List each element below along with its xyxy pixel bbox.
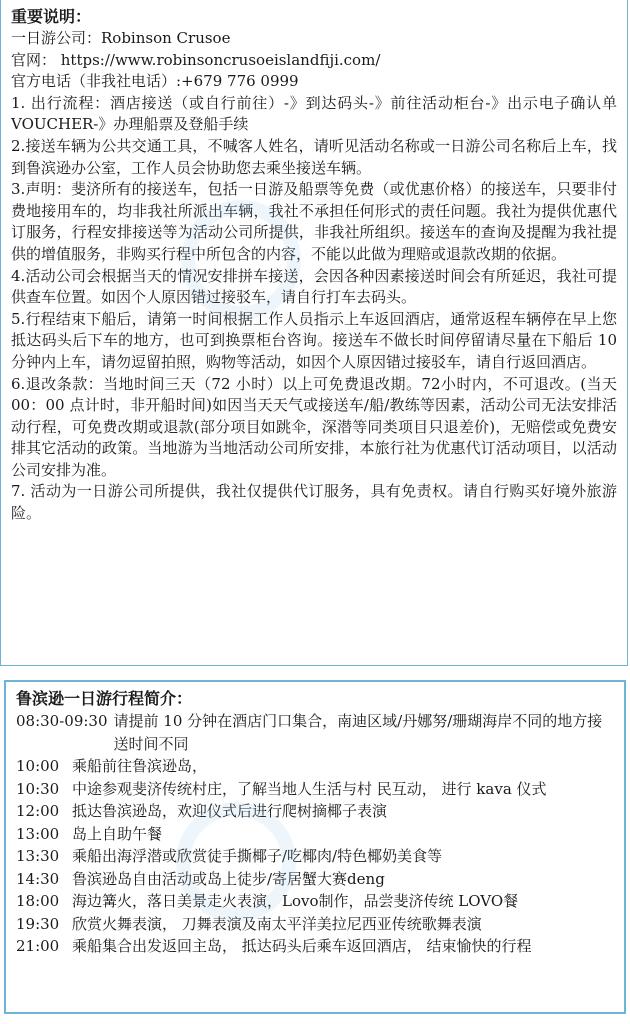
schedule-desc: 请提前 10 分钟在酒店门口集合，南迪区域/丹娜努/珊瑚海岸不同的地方接送时间不同 [113, 712, 603, 753]
schedule-time: 14:30 [16, 869, 60, 888]
notice-item-7: 7. 活动为一日游公司所提供，我社仅提供代订服务，具有免责权。请自行购买好境外旅游险。 [11, 482, 617, 523]
schedule-row [16, 845, 614, 868]
schedule-row [16, 710, 614, 755]
schedule-time: 21:00 [16, 937, 60, 955]
schedule-row [16, 868, 614, 891]
notice-item-4: 4.活动公司会根据当天的情况安排拼车接送，会因各种因素接送时间会有所延迟，我社可提供查车位置。如因个人原因错过接驳车，请自行打车去码头。 [11, 266, 617, 307]
notice-title: 重要说明： [11, 7, 92, 26]
schedule-desc: 乘船出海浮潜或欣赏徒手撕椰子/吃椰肉/特色椰奶美食等 [72, 847, 443, 865]
notice-item-2: 2.接送车辆为公共交通工具，不喊客人姓名，请听见活动名称或一日游公司名称后上车，找到鲁滨逊办公室，工作人员会协助您去乘坐接送车辆。 [11, 136, 617, 177]
schedule-row [16, 935, 614, 958]
schedule-desc: 乘船集合出发返回主岛， 抵达码头后乘车返回酒店， 结束愉快的行程 [72, 937, 532, 955]
schedule-row [16, 800, 614, 823]
notice-item-3: 3.声明：斐济所有的接送车，包括一日游及船票等免费（或优惠价格）的接送车，只要非付费地接用车的，均非我社所派出车辆，我社不承担任何形式的责任问题。我社为提供优惠代订服务，行程安排接送等为活动公司所提供，非我社所组织。接送车的查询及提醒为我社提供的增值服务，非购买行程中所包含的内容，不能以此做为理赔或退款改期的依据。 [11, 180, 617, 263]
itinerary-title: 鲁滨逊一日游行程简介： [16, 689, 193, 708]
notice-item-5: 5.行程结束下船后，请第一时间根据工作人员指示上车返回酒店，通常返程车辆停在早上您抵达码头后下车的地方，也可到换票柜台咨询。接送车不做长时间停留请尽量在下船后 10 分钟内上车，请勿逗留拍照，购物等活动，如因个人原因错过接驳车，请自行返回酒店。 [11, 309, 617, 371]
schedule-time: 12:00 [16, 802, 60, 820]
schedule-time: 10:30 [16, 779, 60, 798]
schedule-row [16, 913, 614, 936]
schedule-row [16, 890, 614, 913]
website-line: 官网： https://www.robinsoncrusoeislandfiji.com/ [11, 50, 381, 69]
company-line: 一日游公司：Robinson Crusoe [11, 29, 231, 47]
schedule-desc: 岛上自助午餐 [72, 824, 163, 843]
phone-line: 官方电话（非我社电话）:+679 776 0999 [11, 72, 299, 91]
schedule-time: 08:30-09:30 [16, 712, 108, 730]
schedule-time: 13:30 [16, 847, 60, 865]
schedule-desc: 海边篝火，落日美景走火表演，Lovo制作，品尝斐济传统 LOVO餐 [72, 892, 519, 910]
notice-item-1: 1. 出行流程：酒店接送（或自行前往）-》到达码头-》前往活动柜台-》出示电子确认单 VOUCHER-》办理船票及登船手续 [11, 93, 617, 134]
schedule-desc: 中途参观斐济传统村庄，了解当地人生活与村 民互动， 进行 kava 仪式 [72, 779, 547, 798]
schedule-desc: 鲁滨逊岛自由活动或岛上徒步/寄居蟹大赛deng [72, 869, 385, 888]
schedule-time: 18:00 [16, 892, 60, 910]
schedule-time: 13:00 [16, 824, 60, 843]
schedule-desc: 欣赏火舞表演， 刀舞表演及南太平洋美拉尼西亚传统歌舞表演 [72, 914, 482, 933]
schedule-time: 10:00 [16, 757, 60, 775]
itinerary-panel [4, 680, 626, 1014]
schedule-row [16, 778, 614, 801]
schedule-time: 19:30 [16, 914, 60, 933]
schedule-row [16, 755, 614, 778]
schedule-row [16, 823, 614, 846]
itinerary-schedule [16, 710, 614, 958]
notice-item-6: 6.退改条款：当地时间三天（72 小时）以上可免费退改期。72小时内，不可退改。(当天 00：00 点计时，非开船时间)如因当天天气或接送车/船/教练等因素，活动公司无法安排活动行程，可免费改期或退款(部分项目如跳伞，深潜等同类项目只退差价)，无赔偿或免费安排其它活动的政策。当地游为当地活动公司所安排，本旅行社为优惠代订活动项目，以活动公司安排为准。 [11, 374, 617, 479]
schedule-desc: 抵达鲁滨逊岛，欢迎仪式后进行爬树摘椰子表演 [72, 802, 388, 820]
schedule-desc: 乘船前往鲁滨逊岛， [72, 757, 208, 775]
